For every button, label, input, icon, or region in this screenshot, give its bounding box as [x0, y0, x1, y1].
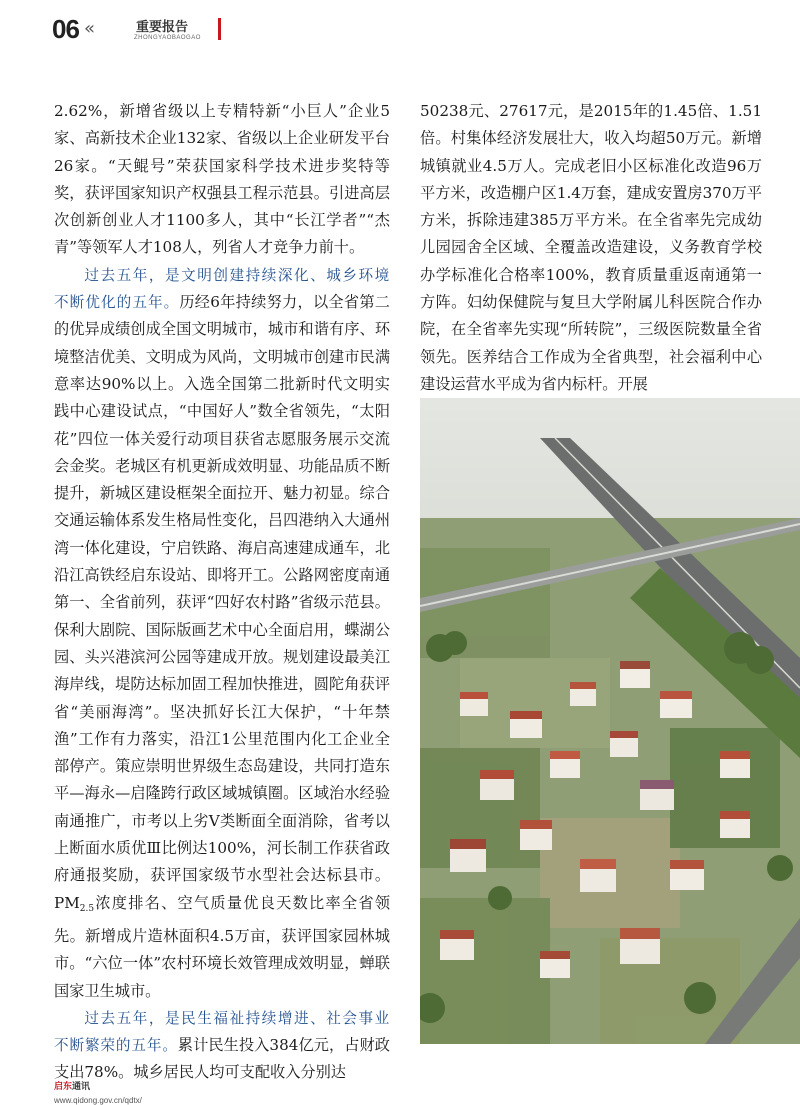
double-chevron-icon: « — [84, 18, 96, 39]
pm-subscript: 2.5 — [79, 903, 95, 914]
page-number: 06 — [52, 14, 79, 44]
paragraph-highlight: 过去五年，是文明创建持续深化、城乡环境不断优化的五年。 — [54, 266, 390, 312]
header-accent-bar — [218, 18, 221, 40]
paragraph-text: 浓度排名、空气质量优良天数比率全省领先。新增成片造林面积4.5万亩，获评国家园林城市。“六位一体”农村环境长效管理成效明显，蝉联国家卫生城市。 — [54, 893, 390, 1000]
paragraph-text: 历经6年持续努力，以全省第二的优异成绩创成全国文明城市，城市和谐有序、环境整洁优美、文明成为风尚，文明城市创建市民满意率达90%以上。入选全国第二批新时代文明实践中心建设试点，“中国好人”数全省领先，“太阳花”四位一体关爱行动项目获省志愿服务展示交流会金奖。老城区有机更新成效明显、功能品质不断提升，新城区建设框架全面拉开、魅力初显。综合交通运输体系发生格局性变化，吕四港纳入大通州湾一体化建设，宁启铁路、海启高速建成通车，北沿江高铁经启东设站、即将开工。公路网密度南通第一、全省前列，获评“四好农村路”省级示范县。保利大剧院、国际版画艺术中心全面启用，蝶湖公园、头兴港滨河公园等建成开放。规划建设最美江海岸线，堤防达标加固工程加快推进，圆陀角获评省“美丽海湾”。坚决抓好长江大保护，“十年禁渔”工作有力落实，沿江1公里范围内化工企业全部停产。策应崇明世界级生态岛建设，共同打造东平—海永—启隆跨行政区域城镇圈。区域治水经验南通推广，市考以上劣Ⅴ类断面全面消除，省考以上断面水质优Ⅲ比例达100%，河长制工作获省政府通报奖励，获评国家级节水型社会达标县市。PM — [54, 293, 390, 912]
paragraph-civilization — [54, 262, 390, 1005]
paragraph-continued: 50238元、27617元，是2015年的1.45倍、1.51倍。村集体经济发展壮大，收入均超50万元。新增城镇就业4.5万人。完成老旧小区标准化改造96万平方米，改造棚户区1.4万套，建成安置房370万平方米，拆除违建385万平方米。在全省率先完成幼儿园园舍全区域、全覆盖改造建设，义务教育学校办学标准化合格率100%，教育质量重返南通第一方阵。妇幼保健院与复旦大学附属儿科医院合作办院，在全省率先实现“所转院”，三级医院数量全省领先。医养结合工作成为全省典型，社会福利中心建设运营水平成为省内标杆。开展 — [420, 102, 762, 393]
footer-brand — [54, 1076, 142, 1094]
section-title: 重要报告 — [136, 20, 189, 35]
paragraph-livelihood — [54, 1005, 390, 1087]
paragraph-innovation: 2.62%，新增省级以上专精特新“小巨人”企业5家、高新技术企业132家、省级以上企业研发平台26家。“天鲲号”荣获国家科学技术进步奖特等奖，获评国家知识产权强县工程示范县。引进高层次创新创业人才1100多人，其中“长江学者”“杰青”等领军人才108人，列省人才竞争力前十。 — [54, 102, 390, 257]
page-footer — [54, 1076, 142, 1105]
footer-url[interactable]: www.qidong.gov.cn/qdtx/ — [54, 1096, 142, 1105]
left-column — [54, 98, 390, 1087]
footer-brand-b: 通讯 — [72, 1081, 91, 1091]
right-column — [420, 98, 762, 398]
aerial-village-photo — [420, 398, 800, 1044]
section-pinyin: ZHONGYAOBAOGAO — [134, 35, 201, 41]
paragraph-highlight: 过去五年，是民生福祉持续增进、社会事业不断繁荣的五年。 — [54, 1009, 390, 1055]
footer-brand-a: 启东 — [54, 1081, 73, 1091]
paragraph-text: 累计民生投入384亿元，占财政支出78%。城乡居民人均可支配收入分别达 — [54, 1036, 390, 1082]
